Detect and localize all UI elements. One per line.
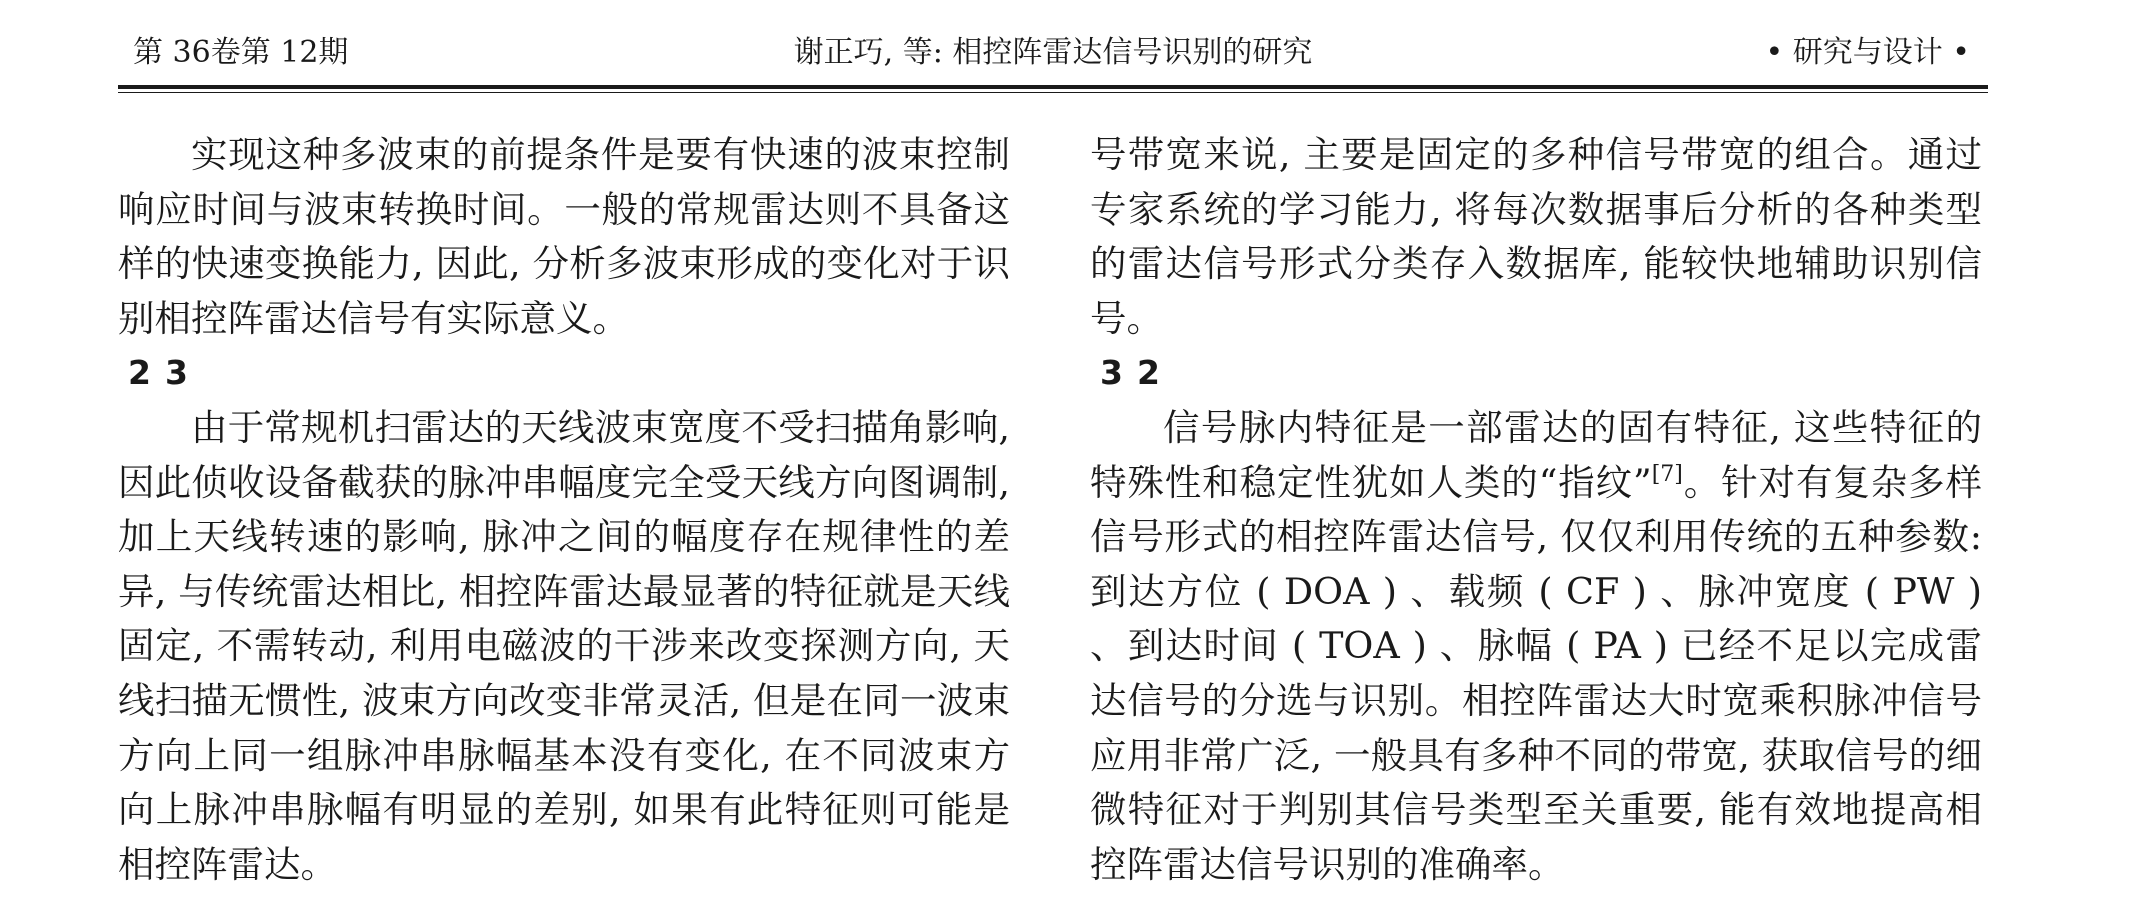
section-number-minor: 2 [1136, 353, 1160, 393]
header-volume-issue: 第 36卷第 12期 [133, 35, 349, 70]
running-header [118, 26, 1988, 80]
paragraph: 实现这种多波束的前提条件是要有快速的波束控制响应时间与波束转换时间。一般的常规雷达则不具备这样的快速变换能力, 因此, 分析多波束形成的变化对于识别相控阵雷达信号有实际意义。 [118, 133, 1010, 340]
left-column [118, 128, 1010, 892]
section-number-major: 2 [128, 353, 151, 393]
paragraph-text: 信号脉内特征是一部雷达的固有特征, 这些特征的特殊性和稳定性犹如人类的“指纹” [1090, 405, 1982, 504]
section-heading-3-2 [1090, 346, 1982, 401]
paragraph: 由于常规机扫雷达的天线波束宽度不受扫描角影响, 因此侦收设备截获的脉冲串幅度完全受天线方向图调制, 加上天线转速的影响, 脉冲之间的幅度存在规律性的差异, 与传统雷达相比, 相控阵雷达最显著的特征就是天线固定, 不需转动, 利用电磁波的干涉来改变探测方向, 天线扫描无惯性, 波束方向改变非常灵活, 但是在同一波束方向上同一组脉冲串脉幅基本没有变化, 在不同波束方向上脉冲串脉幅有明显的差别, 如果有此特征则可能是相控阵雷达。 [118, 405, 1010, 886]
section-number-minor: 3 [164, 353, 188, 393]
paragraph [1090, 401, 1982, 892]
section-number-major: 3 [1100, 353, 1123, 393]
header-rule-thick [118, 85, 1988, 89]
section-heading-2-3 [118, 346, 1010, 401]
header-section: • 研究与设计 • [1765, 35, 1970, 70]
right-column [1090, 128, 1982, 892]
header-article-title: 谢正巧, 等: 相控阵雷达信号识别的研究 [793, 35, 1313, 70]
citation-reference[interactable]: [7] [1651, 461, 1683, 487]
header-rule-thin [118, 92, 1988, 93]
paragraph-continued: 号带宽来说, 主要是固定的多种信号带宽的组合。通过专家系统的学习能力, 将每次数据事后分析的各种类型的雷达信号形式分类存入数据库, 能较快地辅助识别信号。 [1090, 133, 1982, 340]
paragraph-text: 。针对有复杂多样信号形式的相控阵雷达信号, 仅仅利用传统的五种参数: 到达方位 ( DOA ) 、载频 ( CF ) 、脉冲宽度 ( PW ) 、到达时间 ( TOA ) 、脉幅 ( PA ) 已经不足以完成雷达信号的分选与识别。相控阵雷达大时宽乘积脉冲信号应用非常广泛, 一般具有多种不同的带宽, 获取信号的细微特征对于判别其信号类型至关重要, 能有效地提高相控阵雷达信号识别的准确率。 [1090, 460, 1983, 886]
